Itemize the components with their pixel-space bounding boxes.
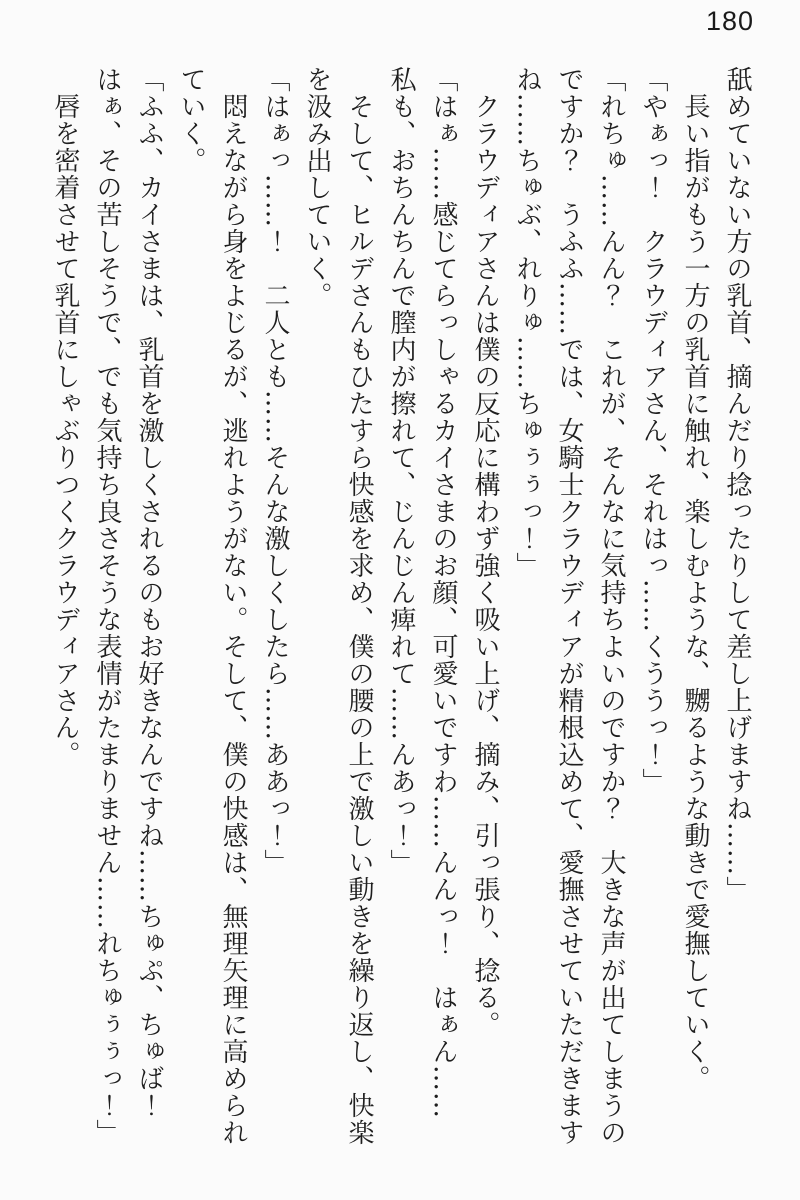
text-column: 私も、おちんちんで膣内が擦れて、じんじん痺れて……んあっ！」 xyxy=(386,66,416,876)
text-column: クラウディアさんは僕の反応に構わず強く吸い上げ、摘み、引っ張り、捻る。 xyxy=(470,66,500,1038)
text-column: ね……ちゅぶ、れりゅ……ちゅぅぅっ！」 xyxy=(512,66,542,579)
text-column: 「れちゅ……んん？ これが、そんなに気持ちよいのですか？ 大きな声が出てしまうの xyxy=(596,66,626,1146)
text-column: 「はぁっ……！ 二人とも……そんな激しくしたら……ああっ！」 xyxy=(260,66,290,876)
text-column: はぁ、その苦しそうで、でも気持ち良さそうな表情がたまりません……れちゅぅぅっ！」 xyxy=(92,66,122,1146)
text-column: 「やぁっ！ クラウディアさん、それはっ……くううっ！」 xyxy=(638,66,668,795)
text-column: 悶えながら身をよじるが、逃れようがない。そして、僕の快感は、無理矢理に高められ xyxy=(218,66,248,1146)
text-area xyxy=(44,66,758,1174)
text-column: 「はぁ……感じてらっしゃるカイさまのお顔、可愛いですわ……んんっ！ はぁん…… xyxy=(428,66,458,1119)
text-column: 唇を密着させて乳首にしゃぶりつくクラウディアさん。 xyxy=(50,66,80,768)
text-column: を汲み出していく。 xyxy=(302,66,332,309)
text-column: ですか？ うふふ……では、女騎士クラウディアが精根込めて、愛撫させていただきます xyxy=(554,66,584,1146)
text-column: 舐めていない方の乳首、摘んだり捻ったりして差し上げますね……」 xyxy=(722,66,752,903)
text-column: 長い指がもう一方の乳首に触れ、楽しむような、嬲るような動きで愛撫していく。 xyxy=(680,66,710,1092)
text-column: そして、ヒルデさんもひたすら快感を求め、僕の腰の上で激しい動きを繰り返し、快楽 xyxy=(344,66,374,1146)
page-number: 180 xyxy=(705,6,754,36)
text-column: ていく。 xyxy=(176,66,206,174)
text-column: 「ふふ、カイさまは、乳首を激しくされるのもお好きなんですね……ちゅぷ、ちゅば！ xyxy=(134,66,164,1119)
